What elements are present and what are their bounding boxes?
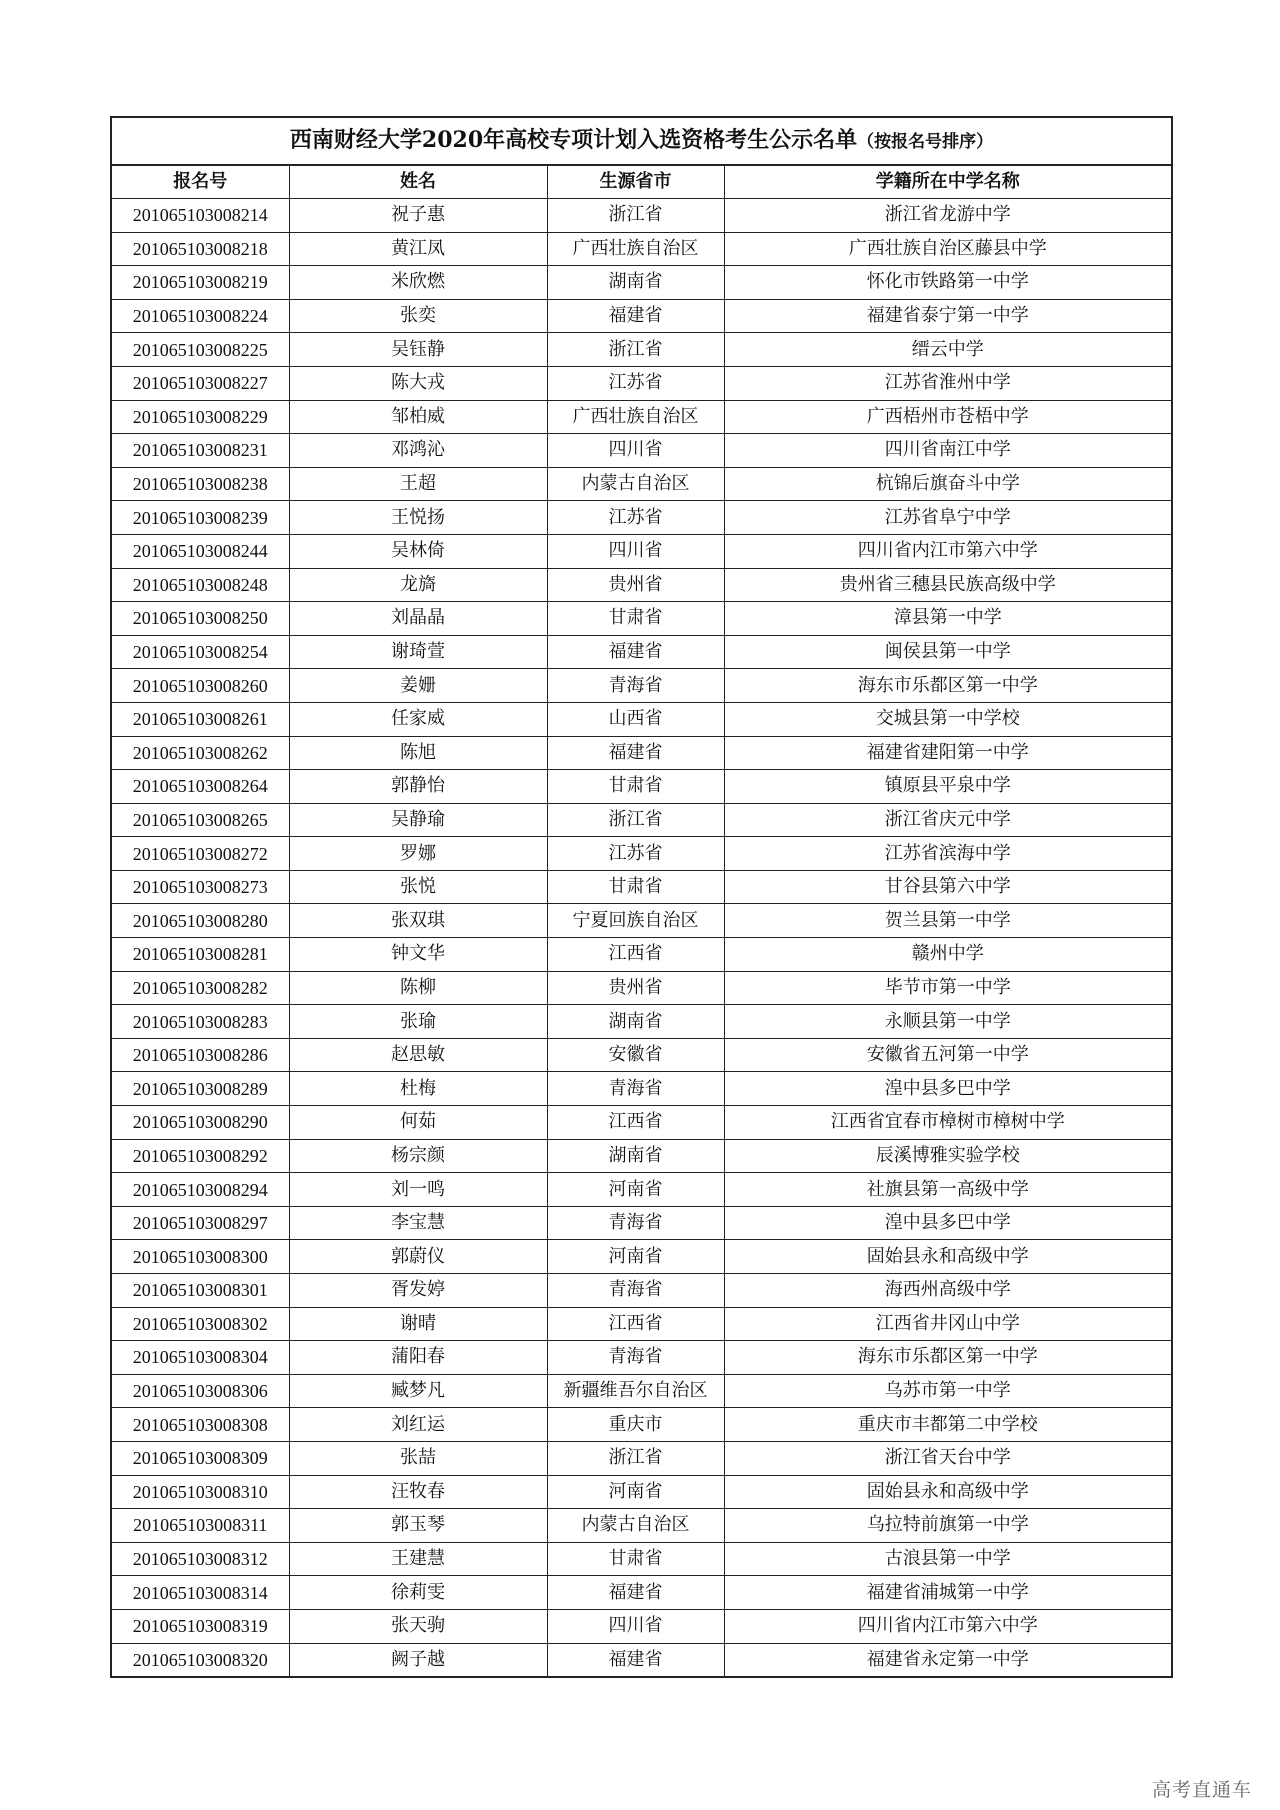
cell-province: 甘肃省	[547, 870, 724, 904]
cell-school: 怀化市铁路第一中学	[724, 266, 1172, 300]
table-row	[111, 971, 1172, 1005]
cell-school: 江西省宜春市樟树市樟树中学	[724, 1106, 1172, 1140]
cell-school: 乌苏市第一中学	[724, 1374, 1172, 1408]
cell-name: 吴静瑜	[289, 803, 547, 837]
cell-school: 浙江省庆元中学	[724, 803, 1172, 837]
cell-name: 徐莉雯	[289, 1576, 547, 1610]
cell-province: 广西壮族自治区	[547, 232, 724, 266]
cell-province: 江西省	[547, 1106, 724, 1140]
cell-registration-number: 201065103008214	[111, 199, 289, 233]
cell-province: 宁夏回族自治区	[547, 904, 724, 938]
cell-registration-number: 201065103008301	[111, 1274, 289, 1308]
cell-name: 姜姗	[289, 669, 547, 703]
cell-name: 杜梅	[289, 1072, 547, 1106]
cell-school: 社旗县第一高级中学	[724, 1173, 1172, 1207]
cell-school: 赣州中学	[724, 938, 1172, 972]
cell-name: 陈大戎	[289, 366, 547, 400]
column-header-registration-number: 报名号	[111, 165, 289, 199]
cell-school: 福建省浦城第一中学	[724, 1576, 1172, 1610]
cell-name: 谢晴	[289, 1307, 547, 1341]
cell-school: 江苏省阜宁中学	[724, 501, 1172, 535]
cell-registration-number: 201065103008261	[111, 702, 289, 736]
cell-name: 陈旭	[289, 736, 547, 770]
cell-name: 任家威	[289, 702, 547, 736]
cell-name: 祝子惠	[289, 199, 547, 233]
cell-school: 固始县永和高级中学	[724, 1475, 1172, 1509]
table-row	[111, 1643, 1172, 1677]
cell-school: 安徽省五河第一中学	[724, 1038, 1172, 1072]
table-row	[111, 467, 1172, 501]
cell-name: 何茹	[289, 1106, 547, 1140]
cell-province: 甘肃省	[547, 602, 724, 636]
cell-province: 安徽省	[547, 1038, 724, 1072]
cell-school: 江西省井冈山中学	[724, 1307, 1172, 1341]
cell-province: 甘肃省	[547, 770, 724, 804]
cell-registration-number: 201065103008225	[111, 333, 289, 367]
cell-province: 福建省	[547, 1643, 724, 1677]
cell-province: 福建省	[547, 1576, 724, 1610]
cell-registration-number: 201065103008314	[111, 1576, 289, 1610]
cell-registration-number: 201065103008248	[111, 568, 289, 602]
table-row	[111, 199, 1172, 233]
table-row	[111, 938, 1172, 972]
cell-registration-number: 201065103008320	[111, 1643, 289, 1677]
cell-school: 杭锦后旗奋斗中学	[724, 467, 1172, 501]
table-row	[111, 400, 1172, 434]
cell-name: 吴钰静	[289, 333, 547, 367]
cell-registration-number: 201065103008294	[111, 1173, 289, 1207]
table-row	[111, 299, 1172, 333]
cell-registration-number: 201065103008319	[111, 1609, 289, 1643]
table-row	[111, 736, 1172, 770]
cell-registration-number: 201065103008312	[111, 1542, 289, 1576]
table-row	[111, 1173, 1172, 1207]
cell-school: 辰溪博雅实验学校	[724, 1139, 1172, 1173]
table-row	[111, 1542, 1172, 1576]
cell-name: 郭静怡	[289, 770, 547, 804]
cell-school: 湟中县多巴中学	[724, 1206, 1172, 1240]
header-row	[111, 165, 1172, 199]
cell-province: 贵州省	[547, 568, 724, 602]
cell-name: 刘红运	[289, 1408, 547, 1442]
table-row	[111, 1609, 1172, 1643]
cell-school: 古浪县第一中学	[724, 1542, 1172, 1576]
cell-registration-number: 201065103008265	[111, 803, 289, 837]
cell-province: 浙江省	[547, 199, 724, 233]
cell-province: 贵州省	[547, 971, 724, 1005]
cell-name: 张悦	[289, 870, 547, 904]
cell-province: 新疆维吾尔自治区	[547, 1374, 724, 1408]
table-row	[111, 635, 1172, 669]
cell-registration-number: 201065103008219	[111, 266, 289, 300]
cell-name: 龙旖	[289, 568, 547, 602]
cell-school: 浙江省天台中学	[724, 1441, 1172, 1475]
cell-registration-number: 201065103008262	[111, 736, 289, 770]
cell-registration-number: 201065103008244	[111, 534, 289, 568]
column-header-name: 姓名	[289, 165, 547, 199]
cell-school: 福建省建阳第一中学	[724, 736, 1172, 770]
cell-registration-number: 201065103008264	[111, 770, 289, 804]
table-row	[111, 1475, 1172, 1509]
table-row	[111, 1206, 1172, 1240]
cell-registration-number: 201065103008272	[111, 837, 289, 871]
cell-province: 河南省	[547, 1475, 724, 1509]
table-row	[111, 669, 1172, 703]
cell-school: 江苏省滨海中学	[724, 837, 1172, 871]
cell-registration-number: 201065103008218	[111, 232, 289, 266]
cell-name: 张天驹	[289, 1609, 547, 1643]
cell-province: 内蒙古自治区	[547, 1509, 724, 1543]
table-row	[111, 1274, 1172, 1308]
cell-school: 交城县第一中学校	[724, 702, 1172, 736]
cell-province: 河南省	[547, 1240, 724, 1274]
cell-registration-number: 201065103008231	[111, 434, 289, 468]
cell-registration-number: 201065103008250	[111, 602, 289, 636]
cell-province: 青海省	[547, 1341, 724, 1375]
cell-name: 王悦扬	[289, 501, 547, 535]
cell-name: 杨宗颜	[289, 1139, 547, 1173]
cell-name: 邓鸿沁	[289, 434, 547, 468]
cell-school: 广西壮族自治区藤县中学	[724, 232, 1172, 266]
cell-name: 阙子越	[289, 1643, 547, 1677]
cell-school: 甘谷县第六中学	[724, 870, 1172, 904]
table-row	[111, 1106, 1172, 1140]
document-title	[111, 117, 1172, 165]
table-row	[111, 602, 1172, 636]
cell-school: 四川省南江中学	[724, 434, 1172, 468]
cell-school: 闽侯县第一中学	[724, 635, 1172, 669]
cell-registration-number: 201065103008310	[111, 1475, 289, 1509]
cell-school: 重庆市丰都第二中学校	[724, 1408, 1172, 1442]
cell-school: 湟中县多巴中学	[724, 1072, 1172, 1106]
table-row	[111, 434, 1172, 468]
cell-province: 湖南省	[547, 1139, 724, 1173]
cell-name: 张喆	[289, 1441, 547, 1475]
cell-registration-number: 201065103008309	[111, 1441, 289, 1475]
cell-province: 江西省	[547, 938, 724, 972]
table-row	[111, 1139, 1172, 1173]
cell-school: 贺兰县第一中学	[724, 904, 1172, 938]
cell-registration-number: 201065103008290	[111, 1106, 289, 1140]
cell-province: 四川省	[547, 534, 724, 568]
table-row	[111, 534, 1172, 568]
cell-province: 浙江省	[547, 1441, 724, 1475]
cell-province: 青海省	[547, 669, 724, 703]
cell-province: 青海省	[547, 1072, 724, 1106]
cell-school: 固始县永和高级中学	[724, 1240, 1172, 1274]
cell-school: 浙江省龙游中学	[724, 199, 1172, 233]
cell-school: 贵州省三穗县民族高级中学	[724, 568, 1172, 602]
cell-province: 浙江省	[547, 803, 724, 837]
cell-name: 谢琦萱	[289, 635, 547, 669]
cell-province: 湖南省	[547, 266, 724, 300]
cell-province: 四川省	[547, 1609, 724, 1643]
cell-registration-number: 201065103008292	[111, 1139, 289, 1173]
cell-school: 永顺县第一中学	[724, 1005, 1172, 1039]
cell-school: 江苏省淮州中学	[724, 366, 1172, 400]
cell-province: 山西省	[547, 702, 724, 736]
cell-registration-number: 201065103008306	[111, 1374, 289, 1408]
cell-province: 内蒙古自治区	[547, 467, 724, 501]
table-row	[111, 702, 1172, 736]
cell-name: 吴林倚	[289, 534, 547, 568]
cell-registration-number: 201065103008238	[111, 467, 289, 501]
table-row	[111, 1341, 1172, 1375]
cell-province: 青海省	[547, 1274, 724, 1308]
cell-registration-number: 201065103008224	[111, 299, 289, 333]
watermark: 高考直通车	[1151, 1779, 1252, 1801]
cell-name: 米欣燃	[289, 266, 547, 300]
title-note: （按报名号排序）	[857, 132, 994, 152]
table-row	[111, 837, 1172, 871]
cell-name: 赵思敏	[289, 1038, 547, 1072]
cell-name: 邹柏威	[289, 400, 547, 434]
cell-registration-number: 201065103008273	[111, 870, 289, 904]
table-body	[111, 199, 1172, 1678]
cell-name: 臧梦凡	[289, 1374, 547, 1408]
cell-province: 湖南省	[547, 1005, 724, 1039]
cell-school: 乌拉特前旗第一中学	[724, 1509, 1172, 1543]
cell-registration-number: 201065103008282	[111, 971, 289, 1005]
table-row	[111, 1307, 1172, 1341]
cell-province: 浙江省	[547, 333, 724, 367]
cell-school: 毕节市第一中学	[724, 971, 1172, 1005]
cell-registration-number: 201065103008304	[111, 1341, 289, 1375]
cell-province: 福建省	[547, 736, 724, 770]
table-row	[111, 501, 1172, 535]
cell-province: 甘肃省	[547, 1542, 724, 1576]
table-row	[111, 770, 1172, 804]
cell-name: 刘一鸣	[289, 1173, 547, 1207]
cell-registration-number: 201065103008300	[111, 1240, 289, 1274]
cell-registration-number: 201065103008281	[111, 938, 289, 972]
cell-school: 广西梧州市苍梧中学	[724, 400, 1172, 434]
cell-province: 江苏省	[547, 501, 724, 535]
cell-name: 郭玉琴	[289, 1509, 547, 1543]
cell-registration-number: 201065103008254	[111, 635, 289, 669]
cell-province: 福建省	[547, 635, 724, 669]
table-row	[111, 1072, 1172, 1106]
column-header-province: 生源省市	[547, 165, 724, 199]
table-row	[111, 870, 1172, 904]
cell-province: 福建省	[547, 299, 724, 333]
cell-school: 海东市乐都区第一中学	[724, 669, 1172, 703]
title-row	[111, 117, 1172, 165]
cell-name: 罗娜	[289, 837, 547, 871]
table-row	[111, 568, 1172, 602]
table-row	[111, 1005, 1172, 1039]
cell-school: 镇原县平泉中学	[724, 770, 1172, 804]
table-row	[111, 366, 1172, 400]
cell-school: 四川省内江市第六中学	[724, 1609, 1172, 1643]
cell-registration-number: 201065103008308	[111, 1408, 289, 1442]
cell-school: 缙云中学	[724, 333, 1172, 367]
cell-province: 江苏省	[547, 366, 724, 400]
cell-name: 张双琪	[289, 904, 547, 938]
cell-registration-number: 201065103008260	[111, 669, 289, 703]
cell-province: 江西省	[547, 1307, 724, 1341]
cell-registration-number: 201065103008239	[111, 501, 289, 535]
cell-registration-number: 201065103008286	[111, 1038, 289, 1072]
cell-name: 王建慧	[289, 1542, 547, 1576]
cell-registration-number: 201065103008302	[111, 1307, 289, 1341]
cell-registration-number: 201065103008283	[111, 1005, 289, 1039]
table-row	[111, 232, 1172, 266]
table-row	[111, 1240, 1172, 1274]
table-row	[111, 803, 1172, 837]
cell-name: 钟文华	[289, 938, 547, 972]
table-row	[111, 904, 1172, 938]
cell-school: 四川省内江市第六中学	[724, 534, 1172, 568]
cell-school: 福建省永定第一中学	[724, 1643, 1172, 1677]
cell-name: 汪牧春	[289, 1475, 547, 1509]
table-row	[111, 1576, 1172, 1610]
cell-name: 陈柳	[289, 971, 547, 1005]
cell-name: 李宝慧	[289, 1206, 547, 1240]
table-row	[111, 333, 1172, 367]
cell-province: 重庆市	[547, 1408, 724, 1442]
cell-province: 河南省	[547, 1173, 724, 1207]
cell-province: 广西壮族自治区	[547, 400, 724, 434]
cell-name: 刘晶晶	[289, 602, 547, 636]
cell-school: 海西州高级中学	[724, 1274, 1172, 1308]
cell-registration-number: 201065103008297	[111, 1206, 289, 1240]
table-row	[111, 1374, 1172, 1408]
table-row	[111, 1441, 1172, 1475]
table-row	[111, 1509, 1172, 1543]
cell-registration-number: 201065103008229	[111, 400, 289, 434]
column-header-school: 学籍所在中学名称	[724, 165, 1172, 199]
cell-name: 蒲阳春	[289, 1341, 547, 1375]
title-text: 西南财经大学2020年高校专项计划入选资格考生公示名单	[289, 127, 858, 153]
cell-registration-number: 201065103008289	[111, 1072, 289, 1106]
cell-province: 四川省	[547, 434, 724, 468]
cell-name: 黄江凤	[289, 232, 547, 266]
cell-school: 漳县第一中学	[724, 602, 1172, 636]
cell-registration-number: 201065103008311	[111, 1509, 289, 1543]
admission-list-table	[110, 116, 1173, 1678]
cell-school: 福建省泰宁第一中学	[724, 299, 1172, 333]
cell-province: 青海省	[547, 1206, 724, 1240]
cell-province: 江苏省	[547, 837, 724, 871]
table-row	[111, 1408, 1172, 1442]
table-row	[111, 1038, 1172, 1072]
cell-name: 胥发婷	[289, 1274, 547, 1308]
cell-name: 郭蔚仪	[289, 1240, 547, 1274]
cell-name: 张奕	[289, 299, 547, 333]
cell-name: 王超	[289, 467, 547, 501]
cell-registration-number: 201065103008227	[111, 366, 289, 400]
table-row	[111, 266, 1172, 300]
cell-name: 张瑜	[289, 1005, 547, 1039]
cell-registration-number: 201065103008280	[111, 904, 289, 938]
cell-school: 海东市乐都区第一中学	[724, 1341, 1172, 1375]
